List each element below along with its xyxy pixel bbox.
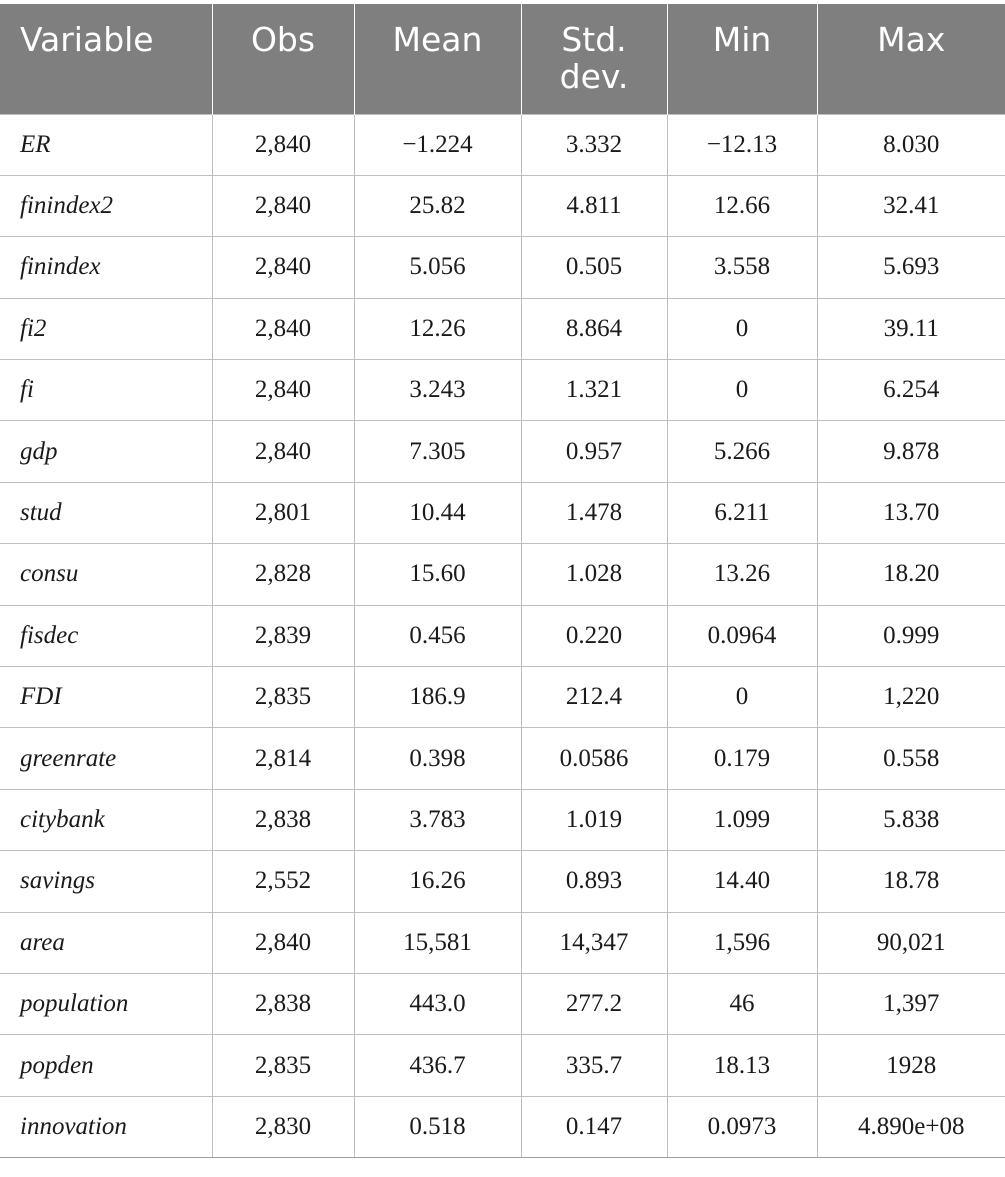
cell-mean: 3.783 bbox=[354, 789, 521, 850]
cell-mean: 0.398 bbox=[354, 728, 521, 789]
header-row bbox=[0, 4, 1005, 114]
cell-max: 8.030 bbox=[817, 114, 1005, 175]
table-row bbox=[0, 912, 1005, 973]
header-min: Min bbox=[667, 4, 817, 114]
cell-min: 12.66 bbox=[667, 175, 817, 236]
cell-std-dev: 335.7 bbox=[521, 1035, 667, 1096]
table-row bbox=[0, 1035, 1005, 1096]
cell-max: 1,220 bbox=[817, 667, 1005, 728]
cell-mean: 3.243 bbox=[354, 360, 521, 421]
table-row bbox=[0, 1096, 1005, 1157]
cell-variable: fi2 bbox=[0, 298, 212, 359]
cell-max: 6.254 bbox=[817, 360, 1005, 421]
header-mean: Mean bbox=[354, 4, 521, 114]
table-row bbox=[0, 973, 1005, 1034]
cell-variable: FDI bbox=[0, 667, 212, 728]
cell-variable: fi bbox=[0, 360, 212, 421]
cell-obs: 2,840 bbox=[212, 360, 354, 421]
cell-obs: 2,552 bbox=[212, 851, 354, 912]
cell-obs: 2,840 bbox=[212, 912, 354, 973]
cell-variable: innovation bbox=[0, 1096, 212, 1157]
cell-std-dev: 277.2 bbox=[521, 973, 667, 1034]
cell-mean: 186.9 bbox=[354, 667, 521, 728]
cell-variable: area bbox=[0, 912, 212, 973]
table-row bbox=[0, 114, 1005, 175]
table-row bbox=[0, 421, 1005, 482]
cell-variable: finindex bbox=[0, 237, 212, 298]
cell-max: 0.558 bbox=[817, 728, 1005, 789]
cell-min: 46 bbox=[667, 973, 817, 1034]
cell-max: 18.20 bbox=[817, 544, 1005, 605]
cell-obs: 2,835 bbox=[212, 667, 354, 728]
cell-std-dev: 14,347 bbox=[521, 912, 667, 973]
cell-std-dev: 0.220 bbox=[521, 605, 667, 666]
cell-mean: 15,581 bbox=[354, 912, 521, 973]
cell-std-dev: 1.019 bbox=[521, 789, 667, 850]
cell-mean: 16.26 bbox=[354, 851, 521, 912]
table-row bbox=[0, 298, 1005, 359]
cell-max: 9.878 bbox=[817, 421, 1005, 482]
cell-variable: stud bbox=[0, 482, 212, 543]
cell-min: 13.26 bbox=[667, 544, 817, 605]
cell-max: 1928 bbox=[817, 1035, 1005, 1096]
cell-max: 13.70 bbox=[817, 482, 1005, 543]
table-row bbox=[0, 175, 1005, 236]
cell-obs: 2,835 bbox=[212, 1035, 354, 1096]
cell-obs: 2,840 bbox=[212, 421, 354, 482]
cell-obs: 2,839 bbox=[212, 605, 354, 666]
cell-max: 18.78 bbox=[817, 851, 1005, 912]
cell-std-dev: 0.147 bbox=[521, 1096, 667, 1157]
cell-min: 5.266 bbox=[667, 421, 817, 482]
cell-std-dev: 0.505 bbox=[521, 237, 667, 298]
cell-mean: 15.60 bbox=[354, 544, 521, 605]
cell-min: 0.0964 bbox=[667, 605, 817, 666]
cell-obs: 2,828 bbox=[212, 544, 354, 605]
cell-mean: 436.7 bbox=[354, 1035, 521, 1096]
cell-std-dev: 1.028 bbox=[521, 544, 667, 605]
cell-std-dev: 212.4 bbox=[521, 667, 667, 728]
cell-std-dev: 4.811 bbox=[521, 175, 667, 236]
cell-std-dev: 0.893 bbox=[521, 851, 667, 912]
cell-std-dev: 1.321 bbox=[521, 360, 667, 421]
table-row bbox=[0, 667, 1005, 728]
cell-min: 1.099 bbox=[667, 789, 817, 850]
cell-variable: citybank bbox=[0, 789, 212, 850]
cell-max: 39.11 bbox=[817, 298, 1005, 359]
cell-mean: 25.82 bbox=[354, 175, 521, 236]
cell-min: 0.179 bbox=[667, 728, 817, 789]
cell-max: 5.693 bbox=[817, 237, 1005, 298]
cell-std-dev: 1.478 bbox=[521, 482, 667, 543]
cell-min: 0 bbox=[667, 360, 817, 421]
table-header bbox=[0, 4, 1005, 114]
cell-max: 4.890e+08 bbox=[817, 1096, 1005, 1157]
cell-std-dev: 0.0586 bbox=[521, 728, 667, 789]
cell-variable: greenrate bbox=[0, 728, 212, 789]
cell-obs: 2,814 bbox=[212, 728, 354, 789]
cell-min: 0 bbox=[667, 667, 817, 728]
cell-obs: 2,838 bbox=[212, 789, 354, 850]
table-row bbox=[0, 605, 1005, 666]
cell-mean: 12.26 bbox=[354, 298, 521, 359]
cell-variable: savings bbox=[0, 851, 212, 912]
summary-statistics-table bbox=[0, 4, 1005, 1158]
table-row bbox=[0, 482, 1005, 543]
cell-max: 90,021 bbox=[817, 912, 1005, 973]
table-row bbox=[0, 360, 1005, 421]
table-row bbox=[0, 728, 1005, 789]
cell-min: −12.13 bbox=[667, 114, 817, 175]
cell-obs: 2,830 bbox=[212, 1096, 354, 1157]
header-max: Max bbox=[817, 4, 1005, 114]
cell-min: 0.0973 bbox=[667, 1096, 817, 1157]
header-variable: Variable bbox=[0, 4, 212, 114]
cell-mean: 7.305 bbox=[354, 421, 521, 482]
cell-std-dev: 8.864 bbox=[521, 298, 667, 359]
cell-min: 14.40 bbox=[667, 851, 817, 912]
cell-max: 1,397 bbox=[817, 973, 1005, 1034]
table-row bbox=[0, 789, 1005, 850]
cell-obs: 2,840 bbox=[212, 114, 354, 175]
header-obs: Obs bbox=[212, 4, 354, 114]
table-row bbox=[0, 544, 1005, 605]
cell-max: 0.999 bbox=[817, 605, 1005, 666]
cell-obs: 2,838 bbox=[212, 973, 354, 1034]
cell-obs: 2,840 bbox=[212, 237, 354, 298]
cell-min: 0 bbox=[667, 298, 817, 359]
cell-obs: 2,801 bbox=[212, 482, 354, 543]
cell-variable: popden bbox=[0, 1035, 212, 1096]
cell-obs: 2,840 bbox=[212, 175, 354, 236]
header-std-dev: Std. dev. bbox=[521, 4, 667, 114]
cell-std-dev: 3.332 bbox=[521, 114, 667, 175]
cell-max: 32.41 bbox=[817, 175, 1005, 236]
table-row bbox=[0, 237, 1005, 298]
cell-mean: 0.456 bbox=[354, 605, 521, 666]
cell-variable: gdp bbox=[0, 421, 212, 482]
cell-variable: fisdec bbox=[0, 605, 212, 666]
table-body bbox=[0, 114, 1005, 1158]
cell-min: 3.558 bbox=[667, 237, 817, 298]
cell-mean: 5.056 bbox=[354, 237, 521, 298]
cell-mean: −1.224 bbox=[354, 114, 521, 175]
cell-mean: 10.44 bbox=[354, 482, 521, 543]
cell-mean: 0.518 bbox=[354, 1096, 521, 1157]
cell-min: 18.13 bbox=[667, 1035, 817, 1096]
cell-max: 5.838 bbox=[817, 789, 1005, 850]
cell-std-dev: 0.957 bbox=[521, 421, 667, 482]
cell-obs: 2,840 bbox=[212, 298, 354, 359]
cell-mean: 443.0 bbox=[354, 973, 521, 1034]
cell-variable: consu bbox=[0, 544, 212, 605]
cell-min: 1,596 bbox=[667, 912, 817, 973]
table-row bbox=[0, 851, 1005, 912]
cell-variable: finindex2 bbox=[0, 175, 212, 236]
cell-variable: ER bbox=[0, 114, 212, 175]
cell-min: 6.211 bbox=[667, 482, 817, 543]
cell-variable: population bbox=[0, 973, 212, 1034]
